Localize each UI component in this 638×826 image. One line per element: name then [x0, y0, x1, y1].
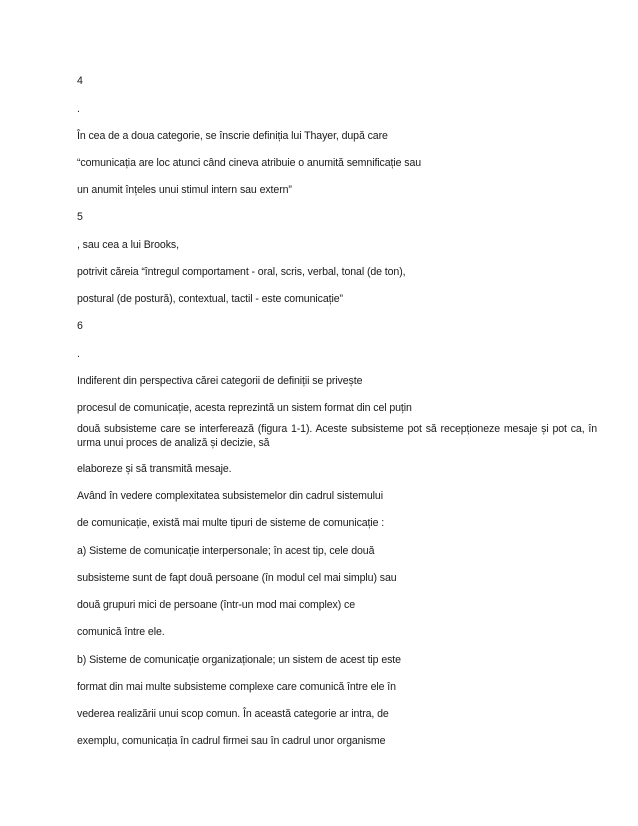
- paragraph-line: a) Sisteme de comunicație interpersonale; în acest tip, cele două: [77, 545, 375, 557]
- paragraph-line: Având în vedere complexitatea subsistemelor din cadrul sistemului: [77, 490, 383, 502]
- paragraph-line: procesul de comunicație, acesta reprezintă un sistem format din cel puțin: [77, 402, 412, 414]
- paragraph-line: b) Sisteme de comunicație organizaționale; un sistem de acest tip este: [77, 654, 401, 666]
- paragraph-line: În cea de a doua categorie, se înscrie definiția lui Thayer, după care: [77, 130, 388, 142]
- paragraph-line: subsisteme sunt de fapt două persoane (în modul cel mai simplu) sau: [77, 572, 397, 584]
- paragraph-line: de comunicație, există mai multe tipuri de sisteme de comunicație :: [77, 517, 385, 529]
- paragraph-line: două grupuri mici de persoane (într-un mod mai complex) ce: [77, 599, 356, 611]
- paragraph-line: comunică între ele.: [77, 626, 165, 638]
- footnote-ref-6: 6: [77, 320, 83, 332]
- paragraph-line: “comunicația are loc atunci când cineva atribuie o anumită semnificație sau: [77, 157, 422, 169]
- paragraph-line: format din mai multe subsisteme complexe care comunică între ele în: [77, 681, 396, 693]
- footnote-ref-4: 4: [77, 75, 83, 87]
- paragraph-line: .: [77, 348, 80, 360]
- paragraph-line: Indiferent din perspectiva cărei categorii de definiții se privește: [77, 375, 363, 387]
- paragraph-line-wrapped: două subsisteme care se interferează (figura 1-1). Aceste subsisteme pot să recepționeze mesaje și pot ca, în urma unui proces de analiză și decizie, să: [77, 423, 597, 449]
- paragraph-line: , sau cea a lui Brooks,: [77, 239, 179, 251]
- paragraph-line: un anumit înțeles unui stimul intern sau extern”: [77, 184, 292, 196]
- paragraph-line: potrivit căreia “întregul comportament - oral, scris, verbal, tonal (de ton),: [77, 266, 406, 278]
- paragraph-line: postural (de postură), contextual, tactil - este comunicație”: [77, 293, 343, 305]
- paragraph-line: vederea realizării unui scop comun. În această categorie ar intra, de: [77, 708, 389, 720]
- paragraph-line: .: [77, 103, 80, 115]
- footnote-ref-5: 5: [77, 211, 83, 223]
- paragraph-line: elaboreze și să transmită mesaje.: [77, 463, 232, 475]
- paragraph-line: exemplu, comunicația în cadrul firmei sau în cadrul unor organisme: [77, 735, 386, 747]
